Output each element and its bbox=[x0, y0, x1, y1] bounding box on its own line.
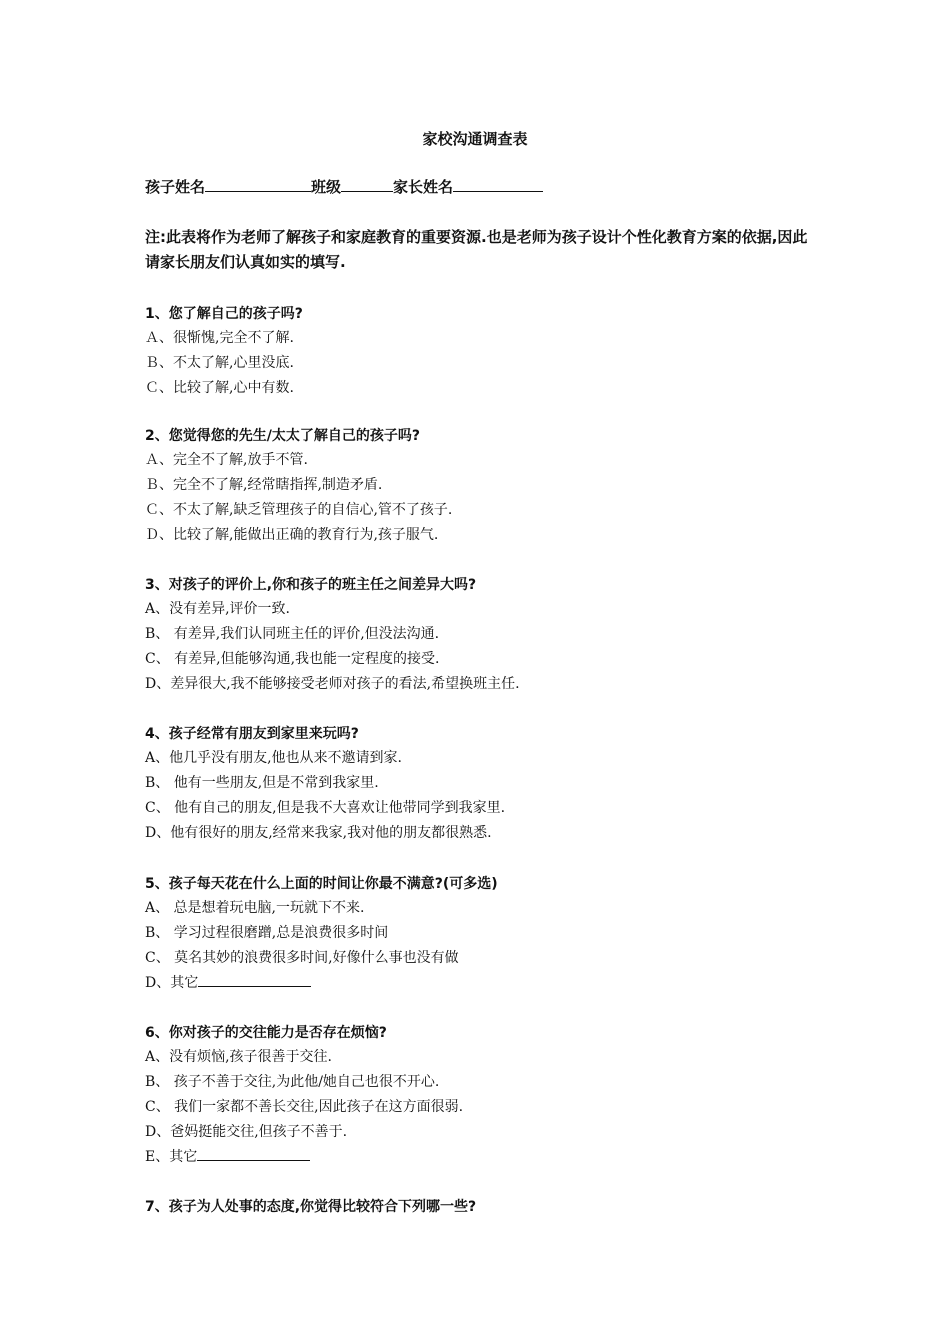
option-d[interactable] bbox=[145, 971, 845, 996]
option-a[interactable]: Ａ、很惭愧,完全不了解. bbox=[145, 330, 294, 346]
option-b[interactable]: B、 孩子不善于交往,为此他/她自己也很不开心. bbox=[145, 1074, 440, 1090]
option-b[interactable]: B、 学习过程很磨蹭,总是浪费很多时间 bbox=[145, 925, 389, 941]
class-label: 班级 bbox=[311, 178, 342, 196]
option-a[interactable]: Ａ、完全不了解,放手不管. bbox=[145, 452, 308, 468]
info-line bbox=[145, 176, 543, 197]
option-b[interactable]: B、 有差异,我们认同班主任的评价,但没法沟通. bbox=[145, 626, 440, 642]
option-e-label: E、其它 bbox=[145, 1149, 198, 1165]
question-title: 6、你对孩子的交往能力是否存在烦恼? bbox=[145, 1025, 387, 1041]
option-c[interactable]: C、 我们一家都不善长交往,因此孩子在这方面很弱. bbox=[145, 1099, 464, 1115]
option-c[interactable]: Ｃ、不太了解,缺乏管理孩子的自信心,管不了孩子. bbox=[145, 502, 453, 518]
child-name-field[interactable] bbox=[205, 177, 311, 192]
other-blank[interactable] bbox=[197, 1146, 310, 1161]
option-c[interactable]: C、 莫名其妙的浪费很多时间,好像什么事也没有做 bbox=[145, 950, 459, 966]
question-4 bbox=[145, 722, 845, 846]
option-e[interactable] bbox=[145, 1145, 845, 1170]
question-3 bbox=[145, 573, 845, 697]
class-field[interactable] bbox=[341, 177, 393, 192]
question-7 bbox=[145, 1195, 845, 1219]
option-d[interactable]: D、爸妈挺能交往,但孩子不善于. bbox=[145, 1124, 348, 1140]
option-a[interactable]: A、他几乎没有朋友,他也从来不邀请到家. bbox=[145, 750, 403, 766]
question-title: 4、孩子经常有朋友到家里来玩吗? bbox=[145, 726, 359, 742]
question-1 bbox=[145, 302, 845, 401]
option-c[interactable]: Ｃ、比较了解,心中有数. bbox=[145, 380, 294, 396]
option-d[interactable]: Ｄ、比较了解,能做出正确的教育行为,孩子服气. bbox=[145, 527, 439, 543]
option-d[interactable]: D、差异很大,我不能够接受老师对孩子的看法,希望换班主任. bbox=[145, 676, 520, 692]
option-a[interactable]: A、 总是想着玩电脑,一玩就下不来. bbox=[145, 900, 365, 916]
question-title: 3、对孩子的评价上,你和孩子的班主任之间差异大吗? bbox=[145, 577, 477, 593]
parent-name-label: 家长姓名 bbox=[393, 178, 454, 196]
note-paragraph: 注:此表将作为老师了解孩子和家庭教育的重要资源.也是老师为孩子设计个性化教育方案的依据,因此请家长朋友们认真如实的填写. bbox=[145, 228, 808, 271]
question-5 bbox=[145, 872, 845, 996]
question-title: 5、孩子每天花在什么上面的时间让你最不满意?(可多选) bbox=[145, 876, 498, 892]
option-c[interactable]: C、 有差异,但能够沟通,我也能一定程度的接受. bbox=[145, 651, 440, 667]
child-name-label: 孩子姓名 bbox=[145, 178, 206, 196]
option-c[interactable]: C、 他有自己的朋友,但是我不大喜欢让他带同学到我家里. bbox=[145, 800, 506, 816]
question-title: 2、您觉得您的先生/太太了解自己的孩子吗? bbox=[145, 428, 420, 444]
option-d-label: D、其它 bbox=[145, 975, 199, 991]
question-2 bbox=[145, 424, 845, 548]
parent-name-field[interactable] bbox=[453, 177, 543, 192]
option-b[interactable]: Ｂ、不太了解,心里没底. bbox=[145, 355, 294, 371]
option-b[interactable]: Ｂ、完全不了解,经常瞎指挥,制造矛盾. bbox=[145, 477, 383, 493]
option-a[interactable]: A、没有差异,评价一致. bbox=[145, 601, 291, 617]
question-title: 7、孩子为人处事的态度,你觉得比较符合下列哪一些? bbox=[145, 1199, 477, 1215]
option-d[interactable]: D、他有很好的朋友,经常来我家,我对他的朋友都很熟悉. bbox=[145, 825, 492, 841]
option-b[interactable]: B、 他有一些朋友,但是不常到我家里. bbox=[145, 775, 379, 791]
other-blank[interactable] bbox=[198, 972, 311, 987]
question-title: 1、您了解自己的孩子吗? bbox=[145, 306, 303, 322]
question-6 bbox=[145, 1021, 845, 1170]
page-title: 家校沟通调查表 bbox=[422, 130, 528, 148]
option-a[interactable]: A、没有烦恼,孩子很善于交往. bbox=[145, 1049, 333, 1065]
